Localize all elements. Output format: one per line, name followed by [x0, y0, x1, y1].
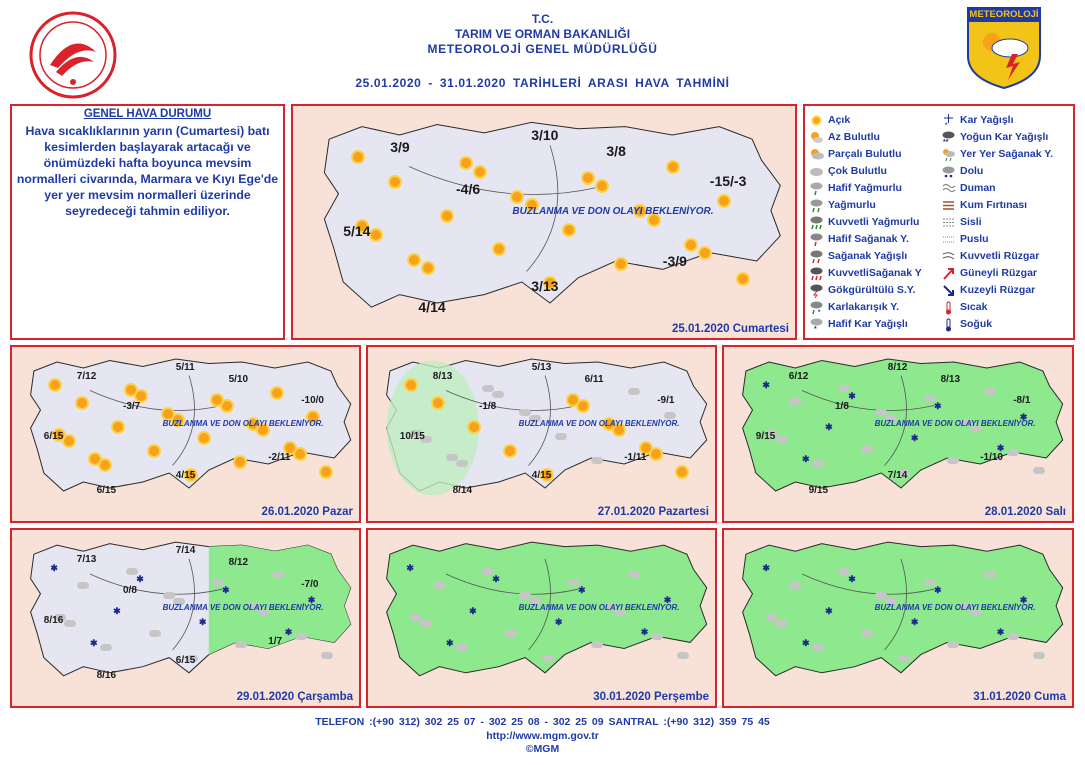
cloud-icon [433, 582, 445, 589]
cloud-icon [664, 412, 676, 419]
legend-item [809, 180, 902, 196]
frost-warning: BUZLANMA VE DON OLAYI BEKLENİYOR. [874, 602, 1036, 612]
snow-icon: ✱ [1019, 595, 1028, 606]
sun-icon [442, 211, 452, 221]
cloud-icon [789, 582, 801, 589]
strong-wind-icon [941, 249, 956, 264]
temperature-label: 9/15 [808, 485, 829, 496]
cloud-icon [321, 652, 333, 659]
heavy-snow-icon [941, 130, 956, 145]
cloud-icon [591, 457, 603, 464]
snow-icon: ✱ [762, 563, 770, 574]
temperature-label: 3/9 [390, 139, 410, 156]
cloud-icon [77, 582, 89, 589]
cloud-icon [838, 385, 850, 392]
fog-icon [941, 215, 956, 230]
cloud-icon [861, 630, 873, 637]
sun-icon [677, 467, 687, 477]
legend-item [809, 231, 909, 247]
cloud-icon [924, 579, 936, 586]
temperature-label: -3/7 [123, 401, 141, 412]
legend-label: Çok Bulutlu [828, 165, 887, 177]
legend-item [941, 112, 1014, 128]
cloud-icon [838, 568, 850, 575]
temperature-label: -2/11 [268, 452, 291, 463]
sun-icon [77, 398, 87, 408]
frost-warning: BUZLANMA VE DON OLAYI BEKLENİYOR. [162, 419, 324, 428]
sun-icon [136, 391, 146, 401]
legend-item [809, 316, 908, 332]
temperature-label: -9/1 [657, 395, 675, 406]
snow-icon: ✱ [910, 432, 919, 443]
snow-icon: ✱ [198, 616, 207, 627]
temperature-label: -3/9 [662, 252, 687, 269]
legend-label: Duman [960, 182, 996, 194]
legend-item [941, 248, 1039, 264]
heavy-shower-icon [809, 266, 824, 281]
forecast-map-day-1 [291, 104, 797, 340]
cloud-icon [1033, 467, 1045, 474]
general-weather-title: GENEL HAVA DURUMU [83, 108, 212, 120]
cloud-icon [766, 614, 778, 621]
legend-label: Gökgürültülü S.Y. [828, 284, 916, 296]
temperature-label: 8/14 [452, 485, 473, 496]
temperature-label: 3/10 [531, 126, 559, 143]
forecast-map-day-6 [366, 528, 717, 708]
legend-label: Kuzeyli Rüzgar [960, 284, 1036, 296]
sun-icon [475, 167, 485, 177]
svg-text:*: * [945, 122, 948, 128]
temperature-label: 3/8 [606, 143, 626, 160]
footer-phone: TELEFON :(+90 312) 302 25 07 - 302 25 08 - 302 25 09 SANTRAL :(+90 312) 359 75 45 [315, 716, 770, 728]
legend-item [941, 316, 992, 332]
map-date-label: 28.01.2020 Salı [984, 506, 1066, 518]
cloud-icon [947, 641, 959, 648]
shower-icon [809, 249, 824, 264]
cloud-icon [677, 652, 689, 659]
sun-icon [126, 385, 136, 395]
rain-icon [809, 198, 824, 213]
snow-icon: ✱ [802, 637, 810, 648]
smoke-icon [941, 181, 956, 196]
legend-item [941, 146, 1053, 162]
cold-icon [941, 317, 956, 332]
snow-icon: ✱ [663, 595, 672, 606]
mist-icon [941, 232, 956, 247]
temperature-label: 5/11 [175, 362, 195, 373]
forecast-map-day-3 [366, 345, 717, 523]
sun-icon [433, 398, 443, 408]
legend-label: Güneyli Rüzgar [960, 267, 1038, 279]
temperature-label: 7/13 [76, 554, 97, 566]
frost-warning: BUZLANMA VE DON OLAYI BEKLENİYOR. [874, 419, 1036, 428]
cloud-icon [126, 568, 138, 575]
legend-label: Puslu [960, 233, 989, 245]
cloud-icon [420, 620, 432, 627]
sun-icon [64, 436, 74, 446]
frost-warning: BUZLANMA VE DON OLAYI BEKLENİYOR. [518, 419, 680, 428]
svg-text:*: * [818, 309, 821, 315]
sun-icon [809, 113, 824, 128]
snow-icon: ✱ [802, 453, 810, 464]
legend-label: Sıcak [960, 301, 988, 313]
sun-icon [90, 454, 100, 464]
header-directorate: METEOROLOJİ GENEL MÜDÜRLÜĞÜ [427, 42, 658, 56]
temperature-label: 6/11 [584, 374, 604, 385]
temperature-label: 4/14 [418, 298, 446, 315]
legend-item [941, 265, 1037, 281]
sun-icon [578, 401, 588, 411]
snow-icon: ✱ [825, 605, 833, 616]
cloud-icon [212, 579, 224, 586]
temperature-label: 8/12 [887, 362, 908, 373]
cloud-icon [456, 460, 468, 467]
legend-label: Hafif Yağmurlu [828, 182, 902, 194]
cloud-icon [947, 457, 959, 464]
legend-label: Kuvvetli Rüzgar [960, 250, 1040, 262]
frost-warning: BUZLANMA VE DON OLAYI BEKLENİYOR. [162, 602, 324, 612]
cloud-icon [812, 460, 824, 467]
snow-icon: ✱ [446, 637, 454, 648]
sun-icon [409, 255, 419, 265]
legend-item [941, 282, 1035, 298]
legend-label: Kum Fırtınası [960, 199, 1028, 211]
forecast-map-day-4 [722, 345, 1074, 523]
temperature-label: -15/-3 [709, 172, 747, 189]
cloud-icon [456, 644, 468, 651]
header-ministry: TARIM VE ORMAN BAKANLIĞI [454, 27, 631, 41]
hail-icon [941, 164, 956, 179]
temperature-label: 0/8 [123, 584, 137, 596]
legend-item [809, 129, 880, 145]
temperature-label: 5/14 [343, 223, 371, 240]
legend-item [809, 112, 850, 128]
snow-icon: ✱ [90, 637, 98, 648]
legend-label: Kuvvetli Yağmurlu [828, 216, 920, 228]
forecast-map-day-2 [10, 345, 361, 523]
cloud-icon [628, 571, 640, 578]
temperature-label: 8/16 [96, 669, 117, 681]
temperature-label: 5/13 [531, 362, 552, 373]
temperature-label: -1/10 [980, 452, 1003, 463]
legend-item [809, 146, 902, 162]
cloud-icon [492, 391, 504, 398]
sun-icon [295, 449, 305, 459]
cloud-icon [505, 630, 517, 637]
cloud-icon [924, 395, 936, 402]
cloud-icon [410, 614, 422, 621]
cloud-icon [898, 655, 910, 662]
map-date-label: 27.01.2020 Pazartesi [597, 506, 709, 518]
snow-icon: ✱ [762, 380, 770, 390]
temperature-label: 1/7 [268, 636, 283, 648]
svg-text:*: * [814, 325, 817, 332]
cloud-icon [100, 644, 112, 651]
sun-cloud-icon [809, 130, 824, 145]
snow-icon: ✱ [113, 605, 121, 616]
north-wind-icon [941, 283, 956, 298]
temperature-label: 7/12 [76, 371, 97, 382]
turkey-map [12, 347, 361, 523]
page-header [0, 0, 1085, 100]
legend-item [809, 214, 919, 230]
legend-item [941, 214, 982, 230]
temperature-label: -4/6 [456, 181, 481, 198]
snow-icon: ✱ [222, 584, 230, 595]
sun-icon [616, 259, 626, 269]
cloud-icon [1007, 633, 1019, 640]
temperature-label: 7/14 [887, 470, 908, 481]
temperature-label: 7/14 [175, 545, 196, 557]
legend-label: Yer Yer Sağanak Y. [960, 148, 1054, 160]
sun-icon [100, 460, 110, 470]
legend-label: Karlakarışık Y. [828, 301, 900, 313]
cloud-icon [482, 568, 494, 575]
temperature-label: 8/16 [43, 615, 64, 627]
scattered-showers-icon [941, 147, 956, 162]
snow-icon: ✱ [469, 605, 477, 616]
map-date-label: 25.01.2020 Cumartesi [672, 323, 789, 335]
temperature-label: 8/13 [940, 374, 961, 385]
cloud-icon [861, 446, 873, 453]
ministry-logo [28, 10, 118, 100]
cloud-icon [776, 436, 788, 443]
sun-icon [199, 433, 209, 443]
south-wind-icon [941, 266, 956, 281]
map-date-label: 29.01.2020 Çarşamba [236, 691, 353, 703]
sun-icon [371, 230, 381, 240]
cloud-icon [272, 571, 284, 578]
legend-item [809, 197, 876, 213]
legend-item [941, 163, 983, 179]
forecast-title: 25.01.2020 - 31.01.2020 TARİHLERİ ARASI HAVA TAHMİNİ [355, 76, 730, 90]
snow-icon: ✱ [640, 627, 649, 638]
legend-panel [803, 104, 1075, 340]
map-date-label: 31.01.2020 Cuma [973, 691, 1066, 703]
thunderstorm-icon [809, 283, 824, 298]
cloud-icon [591, 641, 603, 648]
cloud-icon [542, 655, 554, 662]
cloud-icon [984, 571, 996, 578]
temperature-label: -1/11 [624, 452, 647, 463]
snow-icon: ✱ [996, 627, 1005, 638]
legend-item [941, 180, 996, 196]
snow-icon: ✱ [848, 574, 856, 584]
legend-item [809, 299, 899, 315]
legend-label: Hafif Sağanak Y. [828, 233, 909, 245]
general-weather-text: Hava sıcaklıklarının yarın (Cumartesi) batı kesimlerden başlayarak artacağı ve önümüzdeki hafta boyunca mevsim normalleri civarında, Marmara ve Kıyı Ege'de yer yer mevsim normalleri üzerinde seyredeceği tahmin ediliyor. [16, 124, 279, 218]
temperature-label: 5/10 [228, 374, 249, 385]
cloud-icon [789, 398, 801, 405]
temperature-label: 3/13 [531, 277, 559, 294]
frost-warning: BUZLANMA VE DON OLAYI BEKLENİYOR. [512, 206, 714, 218]
snow-icon: ✱ [492, 574, 500, 584]
legend-label: Sisli [960, 216, 982, 228]
cloud-icon [875, 592, 887, 599]
snow-icon: ✱ [50, 563, 58, 574]
snow-icon: ✱ [848, 390, 856, 401]
frost-warning: BUZLANMA VE DON OLAYI BEKLENİYOR. [518, 602, 680, 612]
sandstorm-icon [941, 198, 956, 213]
sleet-icon [809, 300, 824, 315]
sun-icon [583, 173, 593, 183]
legend-label: Dolu [960, 165, 984, 177]
cloud-icon [628, 388, 640, 395]
sun-icon [651, 449, 661, 459]
temperature-label: 6/12 [788, 371, 809, 382]
cloud-icon [519, 409, 531, 416]
temperature-label: 1/8 [835, 401, 849, 412]
footer-url[interactable]: http://www.mgm.gov.tr [486, 730, 599, 742]
light-shower-icon [809, 232, 824, 247]
snow-icon: ✱ [284, 627, 293, 638]
sun-icon [461, 158, 471, 168]
sun-icon [738, 274, 748, 284]
cloud-icon [568, 579, 580, 586]
snow-icon: ✱ [406, 563, 414, 574]
partly-cloudy-icon [809, 147, 824, 162]
legend-item [941, 299, 987, 315]
temperature-label: 8/12 [228, 557, 249, 569]
snow-icon: ✱ [910, 616, 919, 627]
snow-icon: ✱ [934, 401, 942, 411]
sun-icon [321, 467, 331, 477]
light-rain-icon [809, 181, 824, 196]
map-date-label: 30.01.2020 Perşembe [593, 691, 709, 703]
footer-copyright: ©MGM [525, 743, 560, 755]
legend-label: Hafif Kar Yağışlı [828, 318, 908, 330]
legend-label: Parçalı Bulutlu [828, 148, 902, 160]
header-tc: T.C. [531, 12, 554, 26]
temperature-label: 8/13 [432, 371, 453, 382]
cloud-icon [1033, 652, 1045, 659]
snow-icon: ✱ [307, 595, 316, 606]
legend-label: Sağanak Yağışlı [828, 250, 908, 262]
cloud-icon [64, 620, 76, 627]
cloud-icon [809, 164, 824, 179]
legend-item [809, 248, 907, 264]
meteorology-logo-text: METEOROLOJİ [969, 9, 1039, 20]
snow-icon: ✱ [578, 584, 586, 595]
general-weather-panel [10, 104, 285, 340]
snow-icon: ✱ [934, 584, 942, 595]
snow-icon: ✱ [825, 422, 833, 432]
snow-icon: ✱ [1019, 411, 1028, 422]
sun-icon [163, 409, 173, 419]
legend-label: Kar Yağışlı [960, 114, 1014, 126]
legend-item [809, 163, 887, 179]
temperature-label: 4/15 [531, 470, 552, 481]
cloud-icon [875, 409, 887, 416]
legend-label: Az Bulutlu [828, 131, 880, 143]
legend-item [941, 129, 1048, 145]
forecast-map-day-7 [722, 528, 1074, 708]
legend-label: Yoğun Kar Yağışlı [960, 131, 1049, 143]
cloud-icon [519, 592, 531, 599]
legend-label: Soğuk [960, 318, 993, 330]
temperature-label: 6/15 [43, 431, 64, 442]
light-snow-icon [809, 317, 824, 332]
cloud-icon [235, 641, 247, 648]
cloud-icon [555, 433, 567, 440]
cloud-icon [1007, 449, 1019, 456]
cloud-icon [149, 630, 161, 637]
temperature-label: -7/0 [301, 578, 319, 590]
legend-item [809, 282, 916, 298]
heavy-rain-icon [809, 215, 824, 230]
forecast-map-day-5 [10, 528, 361, 708]
temperature-label: 6/15 [96, 485, 117, 496]
cloud-icon [984, 388, 996, 395]
legend-label: Açık [828, 114, 851, 126]
cloud-icon [446, 454, 458, 461]
snow-icon [941, 113, 956, 128]
legend-item [941, 231, 989, 247]
temperature-label: -10/0 [301, 395, 324, 406]
temperature-label: 10/15 [399, 431, 425, 442]
temperature-label: -1/8 [479, 401, 497, 412]
legend-item [809, 265, 922, 281]
snow-icon: ✱ [554, 616, 563, 627]
hot-icon [941, 300, 956, 315]
legend-label: Yağmurlu [828, 199, 876, 211]
cloud-icon [812, 644, 824, 651]
legend-item [941, 197, 1027, 213]
sun-icon [222, 401, 232, 411]
legend-label: KuvvetliSağanak Y [828, 267, 922, 279]
temperature-label: 6/15 [175, 654, 196, 666]
cloud-icon [163, 592, 175, 599]
meteorology-logo [966, 6, 1042, 90]
sun-icon [272, 388, 282, 398]
sun-icon [353, 152, 363, 162]
sun-icon [494, 244, 504, 254]
temperature-label: 9/15 [755, 431, 776, 442]
sun-icon [235, 457, 245, 467]
snow-icon: ✱ [136, 574, 144, 584]
map-date-label: 26.01.2020 Pazar [261, 506, 353, 518]
cloud-icon [776, 620, 788, 627]
snow-icon: ✱ [996, 443, 1005, 453]
cloud-icon [482, 385, 494, 392]
sun-icon [668, 162, 678, 172]
cloud-icon [651, 633, 663, 640]
svg-text:**: ** [943, 138, 949, 145]
temperature-label: 4/15 [175, 470, 196, 481]
cloud-icon [295, 633, 307, 640]
temperature-label: -8/1 [1013, 395, 1031, 406]
